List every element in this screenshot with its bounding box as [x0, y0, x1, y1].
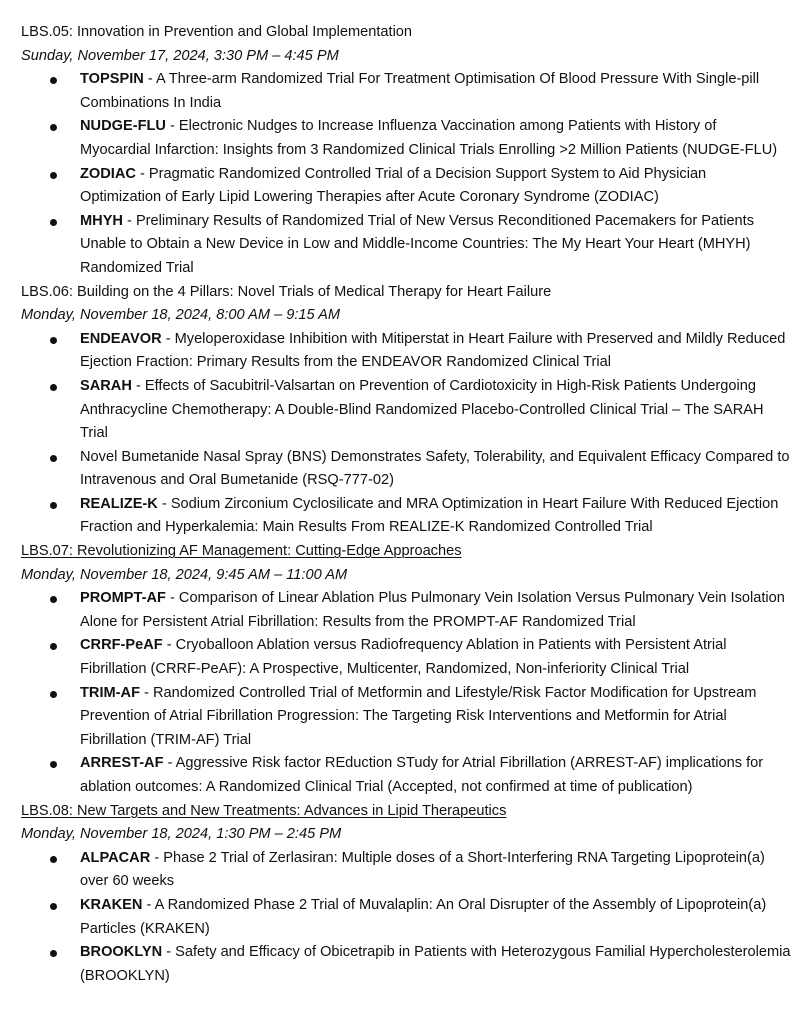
- trial-acronym: PROMPT-AF: [80, 590, 166, 607]
- list-item: [21, 493, 791, 540]
- session-title: LBS.06: Building on the 4 Pillars: Novel Trials of Medical Therapy for Heart Failure: [21, 283, 552, 300]
- list-item: [21, 446, 791, 493]
- session-block: [21, 281, 791, 541]
- trial-description: - Comparison of Linear Ablation Plus Pulmonary Vein Isolation Versus Pulmonary Vein Isolation Alone for Persistent Atrial Fibrillation: Results from the PROMPT-AF Randomized Trial: [80, 590, 785, 630]
- trial-description: - Randomized Controlled Trial of Metformin and Lifestyle/Risk Factor Modification for Upstream Prevention of Atrial Fibrillation Progression: The Targeting Risk Interventions and Metformin for Atrial Fibrillation (TRIM-AF) Trial: [80, 684, 757, 748]
- trial-description: - Phase 2 Trial of Zerlasiran: Multiple doses of a Short-Interfering RNA Targeting Lipoprotein(a) over 60 weeks: [80, 849, 765, 890]
- bullet-icon: [50, 643, 57, 650]
- bullet-icon: [50, 124, 57, 131]
- bullet-icon: [50, 219, 57, 226]
- trial-description: - A Randomized Phase 2 Trial of Muvalaplin: An Oral Disrupter of the Assembly of Lipoprotein(a) Particles (KRAKEN): [80, 896, 767, 937]
- trial-acronym: NUDGE-FLU: [80, 118, 166, 135]
- talk-list: [21, 847, 791, 989]
- list-item: [21, 115, 791, 162]
- trial-description: - Electronic Nudges to Increase Influenza Vaccination among Patients with History of Myocardial Infarction: Insights from 3 Randomized Clinical Trials Enrolling >2 Million Patients (NUDGE-FLU): [80, 118, 778, 158]
- trial-description: - Effects of Sacubitril-Valsartan on Prevention of Cardiotoxicity in High-Risk Patients Undergoing Anthracycline Chemotherapy: A Double-Blind Randomized Placebo-Controlled Clinical Trial – The SARAH Trial: [80, 377, 764, 442]
- talk-list: [21, 328, 791, 540]
- trial-description: - Sodium Zirconium Cyclosilicate and MRA Optimization in Heart Failure With Reduced Ejection Fraction and Hyperkalemia: Main Results From REALIZE-K Randomized Controlled Trial: [80, 495, 779, 536]
- list-item: [21, 163, 791, 210]
- session-title: LBS.07: Revolutionizing AF Management: Cutting-Edge Approaches: [21, 543, 462, 560]
- trial-description: - Cryoballoon Ablation versus Radiofrequency Ablation in Patients with Persistent Atrial Fibrillation (CRRF-PeAF): A Prospective, Multicenter, Randomized, Non-inferiority Clinical Trial: [80, 637, 727, 678]
- trial-acronym: CRRF-PeAF: [80, 637, 163, 654]
- trial-description: - Preliminary Results of Randomized Trial of New Versus Reconditioned Pacemakers for Patients Unable to Obtain a New Device in Low and Middle-Income Countries: The My Heart Your Heart (MHYH) Randomized Trial: [80, 212, 755, 276]
- list-item: [21, 634, 791, 681]
- session-title: LBS.08: New Targets and New Treatments: Advances in Lipid Therapeutics: [21, 802, 507, 819]
- list-item: [21, 68, 791, 115]
- bullet-icon: [50, 172, 57, 179]
- trial-acronym: KRAKEN: [80, 896, 143, 913]
- session-block: [21, 540, 791, 800]
- trial-acronym: ALPACAR: [80, 849, 151, 866]
- bullet-icon: [50, 856, 57, 863]
- list-item: [21, 941, 791, 988]
- trial-acronym: MHYH: [80, 212, 123, 229]
- list-item: [21, 587, 791, 634]
- trial-acronym: ENDEAVOR: [80, 330, 162, 347]
- trial-acronym: TOPSPIN: [80, 71, 144, 88]
- trial-description: - A Three-arm Randomized Trial For Treatment Optimisation Of Blood Pressure With Single-pill Combinations In India: [80, 71, 760, 111]
- session-time: Sunday, November 17, 2024, 3:30 PM – 4:45 PM: [21, 47, 339, 64]
- trial-description: - Myeloperoxidase Inhibition with Mitiperstat in Heart Failure with Preserved and Mildly Reduced Ejection Fraction: Primary Results from the ENDEAVOR Randomized Clinical Trial: [80, 330, 786, 371]
- trial-acronym: REALIZE-K: [80, 495, 158, 512]
- session-block: [21, 800, 791, 989]
- bullet-icon: [50, 691, 57, 698]
- trial-acronym: ARREST-AF: [80, 755, 164, 772]
- session-time: Monday, November 18, 2024, 1:30 PM – 2:45 PM: [21, 826, 342, 843]
- list-item: [21, 894, 791, 941]
- trial-acronym: TRIM-AF: [80, 684, 140, 701]
- talk-list: [21, 68, 791, 280]
- trial-acronym: BROOKLYN: [80, 944, 163, 961]
- list-item: [21, 210, 791, 281]
- session-block: [21, 21, 791, 281]
- list-item: [21, 752, 791, 799]
- session-title: LBS.05: Innovation in Prevention and Global Implementation: [21, 24, 413, 40]
- talk-list: [21, 587, 791, 799]
- trial-description: - Safety and Efficacy of Obicetrapib in Patients with Heterozygous Familial Hypercholesterolemia (BROOKLYN): [80, 944, 791, 984]
- session-time: Monday, November 18, 2024, 9:45 AM – 11:00 AM: [21, 566, 348, 583]
- trial-description: - Aggressive Risk factor REduction STudy for Atrial Fibrillation (ARREST-AF) implications for ablation outcomes: A Randomized Clinical Trial (Accepted, not confirmed at time of publication): [80, 755, 764, 795]
- trial-acronym: SARAH: [80, 377, 132, 394]
- bullet-icon: [50, 455, 57, 462]
- list-item: [21, 375, 791, 446]
- trial-description: Novel Bumetanide Nasal Spray (BNS) Demonstrates Safety, Tolerability, and Equivalent Efficacy Compared to Intravenous and Oral Bumetanide (RSQ-777-02): [80, 448, 790, 489]
- bullet-icon: [50, 77, 57, 84]
- trial-description: - Pragmatic Randomized Controlled Trial of a Decision Support System to Aid Physician Optimization of Early Lipid Lowering Therapies after Acute Coronary Syndrome (ZODIAC): [80, 165, 707, 206]
- bullet-icon: [50, 384, 57, 391]
- bullet-icon: [50, 761, 57, 768]
- trial-acronym: ZODIAC: [80, 165, 136, 182]
- document-body: [21, 21, 791, 988]
- bullet-icon: [50, 337, 57, 344]
- list-item: [21, 682, 791, 753]
- bullet-icon: [50, 596, 57, 603]
- bullet-icon: [50, 903, 57, 910]
- list-item: [21, 847, 791, 894]
- bullet-icon: [50, 950, 57, 957]
- list-item: [21, 328, 791, 375]
- session-time: Monday, November 18, 2024, 8:00 AM – 9:15 AM: [21, 307, 341, 324]
- bullet-icon: [50, 502, 57, 509]
